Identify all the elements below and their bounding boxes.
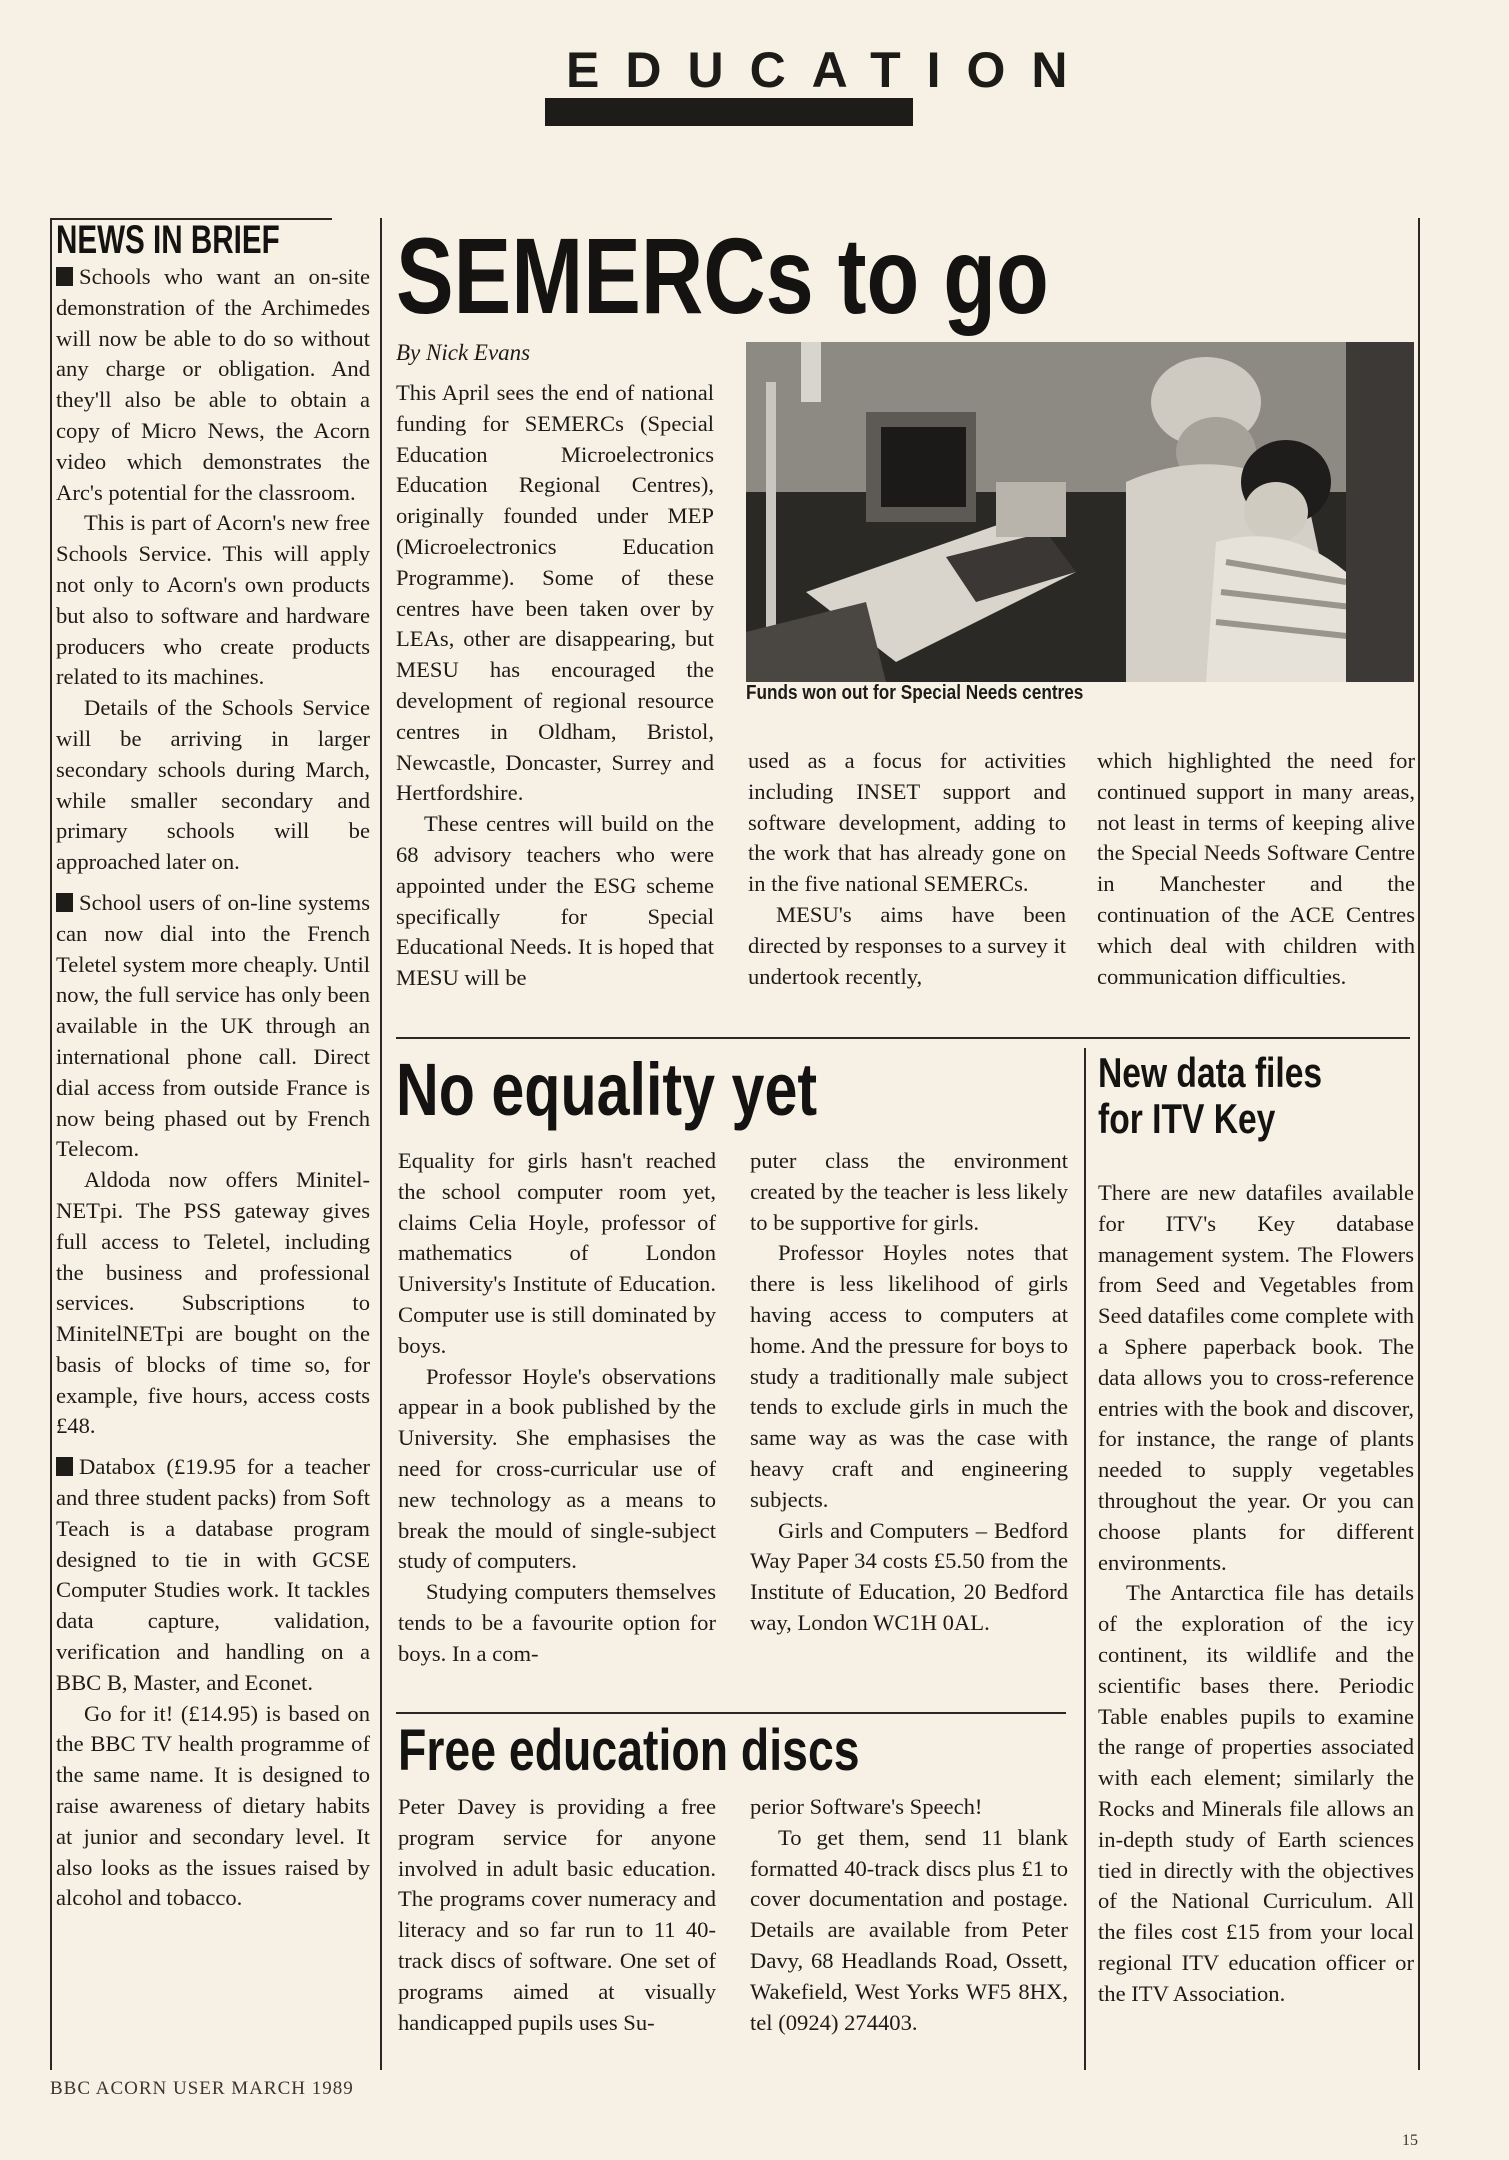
column-rule-itv: [1084, 1048, 1086, 2070]
semercs-photo: [746, 342, 1414, 682]
semercs-col1: [396, 378, 714, 994]
itv-column: [1098, 1178, 1414, 2010]
semercs-col2-p2: MESU's aims have been directed by responses to a survey it undertook recently,: [748, 901, 1066, 989]
equality-col1-p2: Professor Hoyle's observations appear in a book published by the University. She emphasises the need for cross-curricular use of new technology as a means to break the mould of single-subject study of computers.: [398, 1363, 716, 1574]
column-rule-right: [1418, 218, 1420, 2070]
column-rule-left-outer: [50, 218, 52, 2070]
photo-caption: Funds won out for Special Needs centres: [746, 682, 1084, 704]
rule-semercs-bottom: [396, 1037, 1410, 1039]
equality-col2: [750, 1146, 1068, 1639]
semercs-col3-p1: which highlighted the need for continued support in many areas, not least in terms of keeping alive the Special Needs Software Centre in Manchester and the continuation of the ACE Centres which deal with children with communication difficulties.: [1097, 748, 1415, 989]
bullet-icon: [56, 267, 73, 286]
semercs-headline: SEMERCs to go: [396, 215, 1049, 336]
equality-col2-p3: Girls and Computers – Bedford Way Paper 34 costs £5.50 from the Institute of Education, 20 Bedford way, London WC1H 0AL.: [750, 1517, 1068, 1635]
equality-col1-p1: Equality for girls hasn't reached the school computer room yet, claims Celia Hoyle, professor of mathematics of London University's Institute of Education. Computer use is still dominated by boys.: [398, 1148, 716, 1358]
news-item-schools-p2: This is part of Acorn's new free Schools Service. This will apply not only to Acorn's own products but also to software and hardware producers who create products related to its machines.: [56, 510, 370, 690]
discs-col1: [398, 1792, 716, 2038]
semercs-col2: [748, 746, 1066, 992]
discs-headline: Free education discs: [398, 1718, 860, 1783]
discs-col2: [750, 1792, 1068, 2038]
itv-p2: The Antarctica file has details of the exploration of the icy continent, its wildlife and the scientific bases there. Periodic Table enables pupils to examine the range of properties associated with each element; similarly the Rocks and Minerals file allows an in-depth study of Earth sciences tied in directly with the objectives of the National Curriculum. All the files cost £15 from your local regional ITV education officer or the ITV Association.: [1098, 1580, 1414, 2006]
footer-publication: BBC ACORN USER MARCH 1989: [50, 2078, 354, 2099]
semercs-byline: By Nick Evans: [396, 340, 531, 365]
news-item-databox-p1: Databox (£19.95 for a teacher and three student packs) from Soft Teach is a database program designed to tie in with GCSE Computer Studies work. It tackles data capture, validation, verification and handling on a BBC B, Master, and Econet.: [56, 1454, 370, 1695]
footer-page-number: 15: [1402, 2132, 1418, 2149]
bullet-icon: [56, 1457, 73, 1476]
news-in-brief-column: [56, 262, 370, 1914]
equality-col2-p2: Professor Hoyles notes that there is less likelihood of girls having access to computers at home. And the pressure for boys to study a traditionally male subject tends to exclude girls in much the same way as was the case with heavy craft and engineering subjects.: [750, 1240, 1068, 1512]
bullet-icon: [56, 893, 73, 912]
equality-col1: [398, 1146, 716, 1670]
semercs-col3: [1097, 746, 1415, 992]
semercs-col1-p2: These centres will build on the 68 advisory teachers who were appointed under the ESG scheme specifically for Special Educational Needs. It is hoped that MESU will be: [396, 811, 714, 991]
equality-headline: No equality yet: [396, 1048, 818, 1131]
semercs-col1-p1: This April sees the end of national funding for SEMERCs (Special Education Microelectronics Education Regional Centres), originally founded under MEP (Microelectronics Education Programme). Some of these centres have been taken over by LEAs, other are disappearing, but MESU has encouraged the development of regional resource centres in Oldham, Bristol, Newcastle, Doncaster, Surrey and Hertfordshire.: [396, 380, 714, 806]
itv-headline-line1: New data files: [1098, 1049, 1323, 1096]
news-item-teletel-p1: School users of on-line systems can now dial into the French Teletel system more cheaply. Until now, the full service has only been available in the UK through an international phone call. Direct dial access from outside France is now being phased out by French Telecom.: [56, 889, 370, 1162]
equality-col2-p1: puter class the environment created by the teacher is less likely to be supportive for girls.: [750, 1148, 1068, 1235]
equality-col1-p3: Studying computers themselves tends to be a favourite option for boys. In a com-: [398, 1579, 716, 1666]
itv-p1: There are new datafiles available for ITV's Key database management system. The Flowers from Seed and Vegetables from Seed datafiles come complete with a Sphere paperback book. The data allows you to cross-reference entries with the book and discover, for instance, the range of plants needed to supply vegetables throughout the year. Or you can choose plants for different environments.: [1098, 1180, 1414, 1575]
news-item-teletel-p2: Aldoda now offers Minitel-NETpi. The PSS gateway gives full access to Teletel, including the business and professional services. Subscriptions to MinitelNETpi are bought on the basis of blocks of time so, for example, five hours, access costs £48.: [56, 1167, 370, 1439]
rule-equality-bottom: [396, 1712, 1066, 1714]
news-item-goforit-p2: Go for it! (£14.95) is based on the BBC TV health programme of the same name. It is designed to raise awareness of dietary habits at junior and secondary level. It also looks as the issues raised by alcohol and tobacco.: [56, 1700, 370, 1911]
section-title: EDUCATION: [566, 42, 1094, 98]
discs-col2-p2: To get them, send 11 blank formatted 40-track discs plus £1 to cover documentation and postage. Details are available from Peter Davy, 68 Headlands Road, Ossett, Wakefield, West Yorks WF5 8HX, tel (0924) 274403.: [750, 1824, 1068, 2035]
news-item-schools-p3: Details of the Schools Service will be arriving in larger secondary schools during March, while smaller secondary and primary schools will be approached later on.: [56, 695, 370, 875]
column-rule-left: [380, 218, 382, 2070]
discs-col2-p1: perior Software's Speech!: [750, 1794, 983, 1819]
news-item-schools-p1: Schools who want an on-site demonstration of the Archimedes will now be able to do so without any charge or obligation. And they'll also be able to obtain a copy of Micro News, the Acorn video which demonstrates the Arc's potential for the classroom.: [56, 264, 370, 505]
news-in-brief-heading: NEWS IN BRIEF: [56, 218, 280, 262]
discs-col1-p1: Peter Davey is providing a free program service for anyone involved in adult basic education. The programs cover numeracy and literacy and so far run to 11 40-track discs of software. One set of programs aimed at visually handicapped pupils uses Su-: [398, 1794, 716, 2035]
itv-headline-line2: for ITV Key: [1098, 1095, 1276, 1142]
section-rule: [545, 98, 913, 126]
semercs-col2-p1: used as a focus for activities including INSET support and software development, adding to the work that has already gone on in the five national SEMERCs.: [748, 748, 1066, 897]
